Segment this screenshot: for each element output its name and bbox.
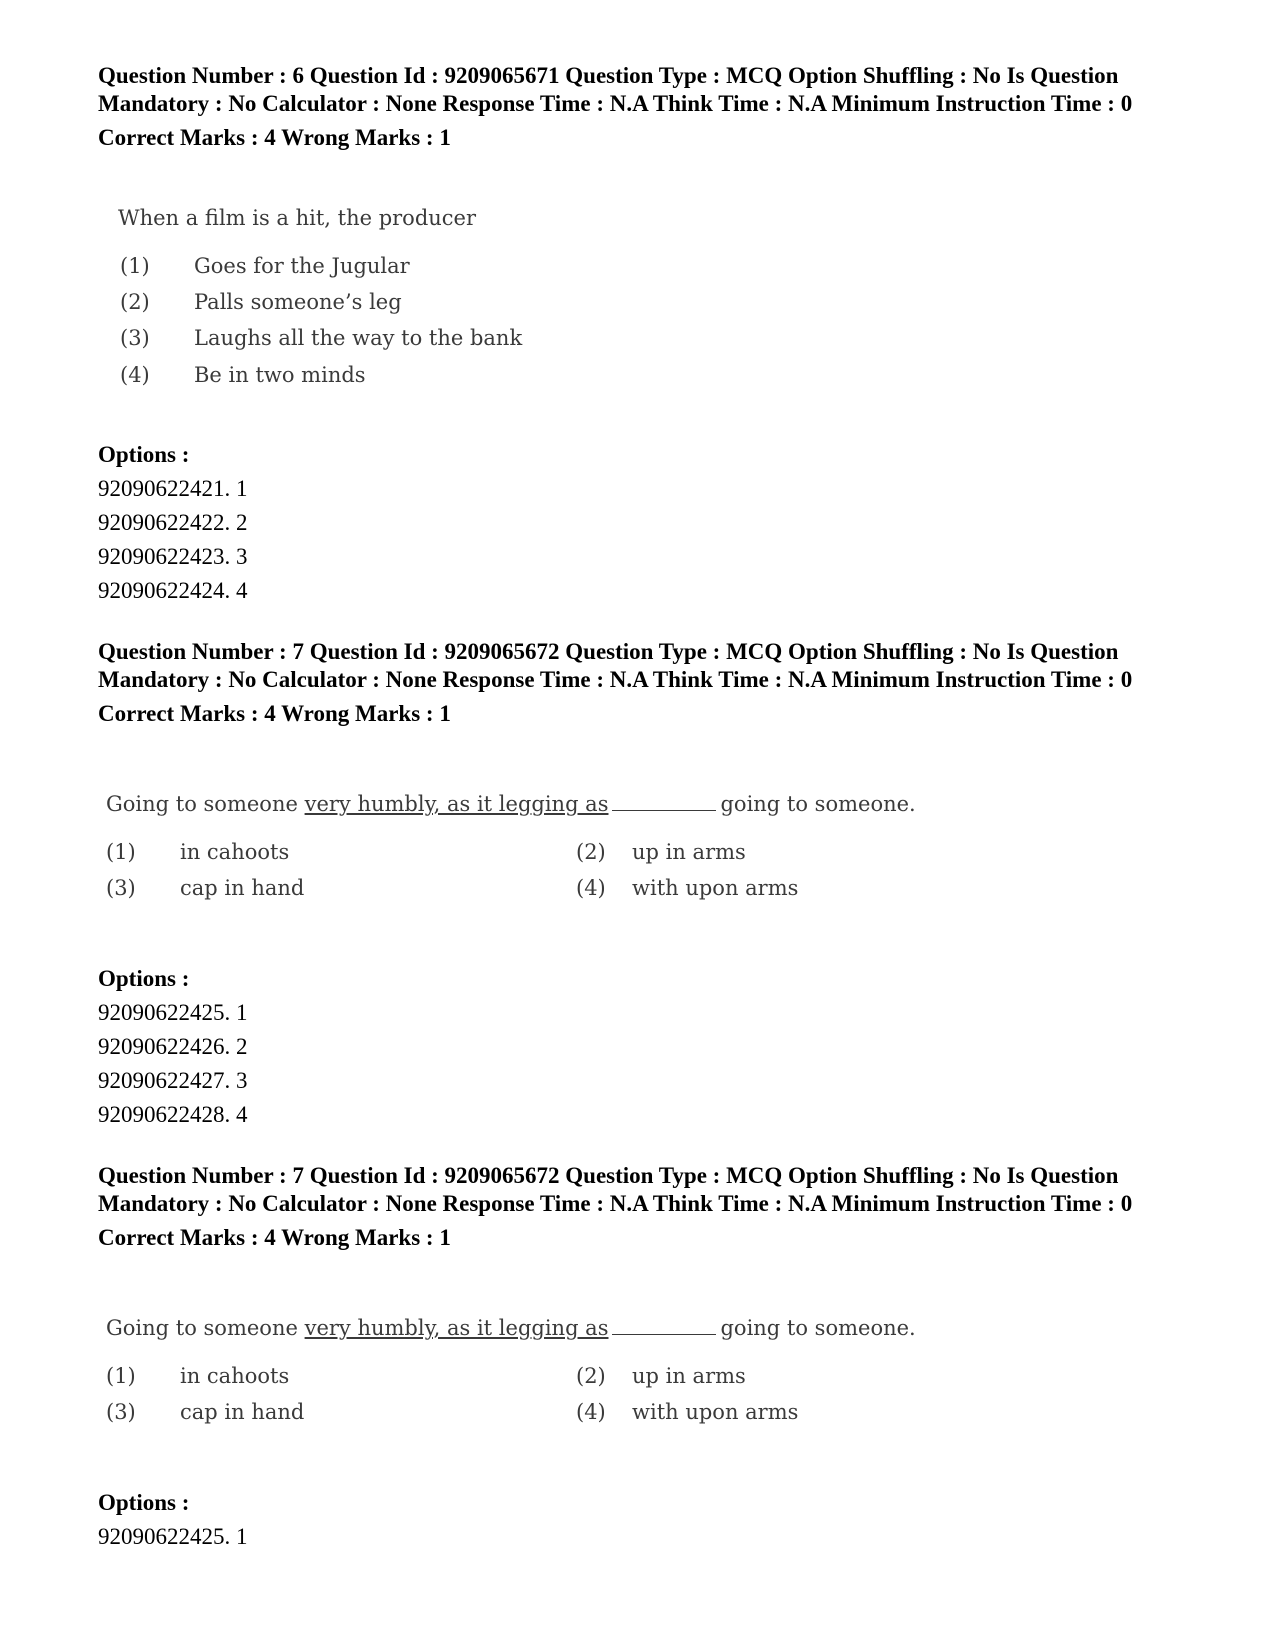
question-7-scan	[98, 786, 918, 936]
question-stem	[106, 792, 916, 816]
choice-1	[106, 1364, 289, 1388]
choice-number: (3)	[120, 326, 150, 350]
choice-text: cap in hand	[180, 876, 305, 900]
answer-blank	[612, 792, 716, 811]
question-header: Question Number : 7 Question Id : 9209065672 Question Type : MCQ Option Shuffling : No Is Question Mandatory : No Calculator : None Response Time : N.A Think Time : N.A Minimum Instruction Time : 0	[98, 1163, 1133, 1216]
question-7b-scan	[98, 1310, 918, 1460]
choice-text: up in arms	[632, 1364, 746, 1388]
choice-text: with upon arms	[632, 1400, 799, 1424]
choice-number: (1)	[106, 840, 136, 864]
stem-post: going to someone.	[720, 1316, 916, 1340]
answer-blank	[612, 1316, 716, 1335]
choice-4	[120, 363, 366, 387]
choice-text: Palls someone’s leg	[194, 290, 402, 314]
choice-text: Goes for the Jugular	[194, 254, 410, 278]
stem-post: going to someone.	[720, 792, 916, 816]
question-header: Question Number : 6 Question Id : 9209065671 Question Type : MCQ Option Shuffling : No Is Question Mandatory : No Calculator : None Response Time : N.A Think Time : N.A Minimum Instruction Time : 0	[98, 63, 1133, 116]
choice-number: (2)	[120, 290, 150, 314]
choice-3	[120, 326, 522, 350]
question-6-header-block	[98, 62, 1178, 152]
option-line: 92090622425. 1	[98, 1000, 248, 1025]
question-stem	[106, 1316, 916, 1340]
options-title: Options :	[98, 966, 190, 991]
choice-1	[120, 254, 410, 278]
choice-1	[106, 840, 289, 864]
choice-number: (1)	[120, 254, 150, 278]
stem-underlined: very humbly, as it legging as	[304, 792, 609, 816]
marks-line: Correct Marks : 4 Wrong Marks : 1	[98, 125, 451, 150]
choice-2	[576, 840, 746, 864]
choice-number: (2)	[576, 840, 606, 864]
choice-text: in cahoots	[180, 840, 290, 864]
choice-2	[120, 290, 402, 314]
question-7-header-block	[98, 638, 1178, 728]
choice-number: (1)	[106, 1364, 136, 1388]
choice-number: (2)	[576, 1364, 606, 1388]
option-line: 92090622422. 2	[98, 510, 248, 535]
question-6-scan	[98, 200, 658, 410]
marks-line: Correct Marks : 4 Wrong Marks : 1	[98, 701, 451, 726]
choice-text: Laughs all the way to the bank	[194, 326, 523, 350]
question-7-options	[98, 962, 248, 1132]
option-line: 92090622428. 4	[98, 1102, 248, 1127]
option-line: 92090622421. 1	[98, 476, 248, 501]
choice-number: (4)	[576, 876, 606, 900]
options-title: Options :	[98, 442, 190, 467]
choice-text: Be in two minds	[194, 363, 366, 387]
stem-pre: Going to someone	[106, 1316, 305, 1340]
stem-pre: Going to someone	[106, 792, 305, 816]
choice-3	[106, 1400, 304, 1424]
choice-text: with upon arms	[632, 876, 799, 900]
option-line: 92090622425. 1	[98, 1524, 248, 1549]
question-7b-header-block	[98, 1162, 1178, 1252]
choice-3	[106, 876, 304, 900]
choice-number: (4)	[120, 363, 150, 387]
choice-4	[576, 876, 798, 900]
option-line: 92090622424. 4	[98, 578, 248, 603]
question-6-options	[98, 438, 248, 608]
option-line: 92090622427. 3	[98, 1068, 248, 1093]
question-header: Question Number : 7 Question Id : 9209065672 Question Type : MCQ Option Shuffling : No Is Question Mandatory : No Calculator : None Response Time : N.A Think Time : N.A Minimum Instruction Time : 0	[98, 639, 1133, 692]
marks-line: Correct Marks : 4 Wrong Marks : 1	[98, 1225, 451, 1250]
question-7b-options	[98, 1486, 248, 1554]
options-title: Options :	[98, 1490, 190, 1515]
option-line: 92090622426. 2	[98, 1034, 248, 1059]
choice-4	[576, 1400, 798, 1424]
choice-number: (3)	[106, 1400, 136, 1424]
choice-text: in cahoots	[180, 1364, 290, 1388]
choice-number: (4)	[576, 1400, 606, 1424]
option-line: 92090622423. 3	[98, 544, 248, 569]
choice-text: cap in hand	[180, 1400, 305, 1424]
choice-number: (3)	[106, 876, 136, 900]
stem-underlined: very humbly, as it legging as	[304, 1316, 609, 1340]
choice-2	[576, 1364, 746, 1388]
choice-text: up in arms	[632, 840, 746, 864]
question-stem: When a film is a hit, the producer	[118, 206, 477, 230]
